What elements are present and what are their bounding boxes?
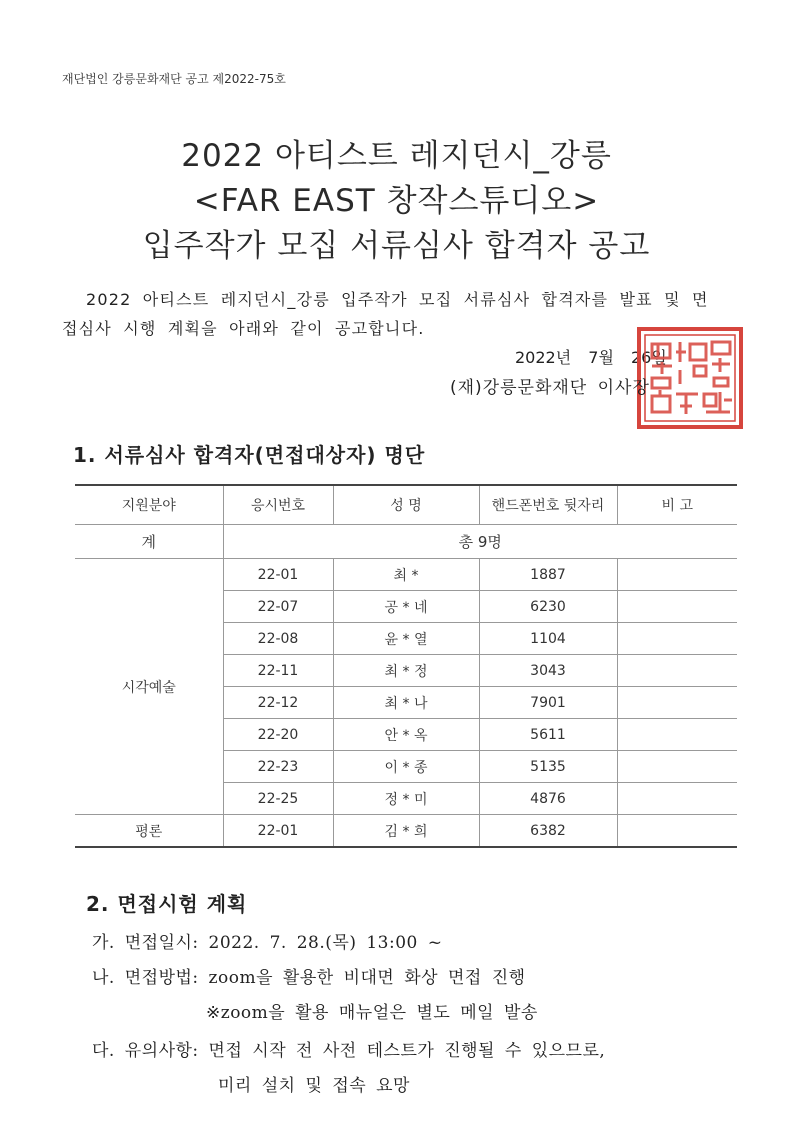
name-cell: 최 * 정 <box>333 655 479 687</box>
note-cell <box>617 623 737 655</box>
table-row <box>75 815 737 848</box>
phone-cell: 6382 <box>479 815 617 848</box>
intro-text-line-1: 2022 아티스트 레지던시_강릉 입주작가 모집 서류심사 합격자를 발표 및 면 <box>86 290 709 309</box>
intro-text-line-2: 접심사 시행 계획을 아래와 같이 공고합니다. <box>62 319 425 338</box>
phone-cell: 5135 <box>479 751 617 783</box>
interview-method-note: ※zoom을 활용 매뉴얼은 별도 메일 발송 <box>206 1003 538 1023</box>
interview-method: 나. 면접방법: zoom을 활용한 비대면 화상 면접 진행 <box>92 968 526 988</box>
interview-datetime: 가. 면접일시: 2022. 7. 28.(목) 13:00 ~ <box>92 933 443 953</box>
interview-precautions-continued: 미리 설치 및 접속 요망 <box>218 1076 410 1096</box>
note-cell <box>617 687 737 719</box>
name-cell: 최 * <box>333 559 479 591</box>
issuer-name: (재)강릉문화재단 이사장 <box>450 378 650 398</box>
title-line-1: 2022 아티스트 레지던시_강릉 <box>181 138 612 174</box>
name-cell: 정 * 미 <box>333 783 479 815</box>
name-cell: 이 * 종 <box>333 751 479 783</box>
phone-cell: 5611 <box>479 719 617 751</box>
note-cell <box>617 591 737 623</box>
header-phone-last-digits: 핸드폰번호 뒷자리 <box>479 485 617 525</box>
name-cell: 공 * 네 <box>333 591 479 623</box>
title-line-2: <FAR EAST 창작스튜디오> <box>193 183 600 219</box>
application-number-cell: 22-11 <box>223 655 333 687</box>
note-cell <box>617 559 737 591</box>
application-number-cell: 22-20 <box>223 719 333 751</box>
header-application-number: 응시번호 <box>223 485 333 525</box>
header-field: 지원분야 <box>75 485 223 525</box>
header-name: 성 명 <box>333 485 479 525</box>
phone-cell: 7901 <box>479 687 617 719</box>
phone-cell: 1104 <box>479 623 617 655</box>
note-cell <box>617 719 737 751</box>
table-row <box>75 559 737 591</box>
header-note: 비 고 <box>617 485 737 525</box>
application-number-cell: 22-01 <box>223 815 333 848</box>
name-cell: 최 * 나 <box>333 687 479 719</box>
title-line-3: 입주작가 모집 서류심사 합격자 공고 <box>142 228 651 264</box>
field-cell: 시각예술 <box>75 559 223 815</box>
total-label: 계 <box>75 525 223 559</box>
field-cell: 평론 <box>75 815 223 848</box>
note-cell <box>617 783 737 815</box>
note-cell <box>617 751 737 783</box>
phone-cell: 6230 <box>479 591 617 623</box>
section-2-heading: 2. 면접시험 계획 <box>86 892 248 916</box>
phone-cell: 3043 <box>479 655 617 687</box>
name-cell: 윤 * 열 <box>333 623 479 655</box>
application-number-cell: 22-08 <box>223 623 333 655</box>
name-cell: 안 * 옥 <box>333 719 479 751</box>
section-1-heading: 1. 서류심사 합격자(면접대상자) 명단 <box>73 443 426 467</box>
application-number-cell: 22-25 <box>223 783 333 815</box>
interview-precautions: 다. 유의사항: 면접 시작 전 사전 테스트가 진행될 수 있으므로, <box>92 1041 606 1061</box>
document-reference-number: 재단법인 강릉문화재단 공고 제2022-75호 <box>62 72 286 86</box>
application-number-cell: 22-01 <box>223 559 333 591</box>
name-cell: 김 * 희 <box>333 815 479 848</box>
applicants-table <box>75 484 737 848</box>
table-total-row <box>75 525 737 559</box>
phone-cell: 1887 <box>479 559 617 591</box>
table-header-row <box>75 485 737 525</box>
total-value: 총 9명 <box>223 525 737 559</box>
official-seal-icon <box>636 326 744 430</box>
announcement-date: 2022년 7월 26일 <box>515 348 667 367</box>
note-cell <box>617 815 737 848</box>
phone-cell: 4876 <box>479 783 617 815</box>
application-number-cell: 22-12 <box>223 687 333 719</box>
application-number-cell: 22-23 <box>223 751 333 783</box>
application-number-cell: 22-07 <box>223 591 333 623</box>
note-cell <box>617 655 737 687</box>
